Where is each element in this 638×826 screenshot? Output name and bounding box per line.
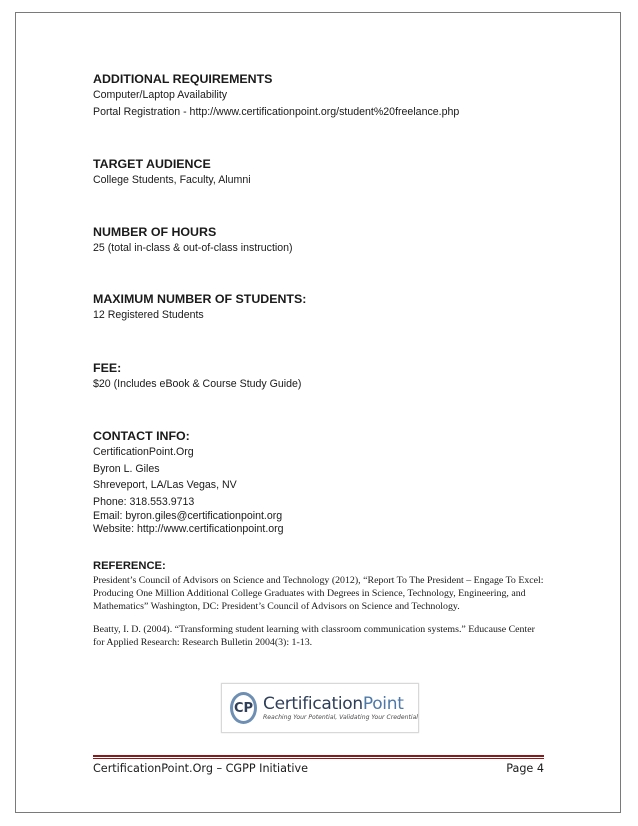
section-number-of-hours	[93, 224, 543, 257]
section-heading: ADDITIONAL REQUIREMENTS	[93, 72, 273, 86]
section-line: Shreveport, LA/Las Vegas, NV	[93, 479, 237, 491]
section-contact-info	[93, 428, 543, 536]
section-line: Website: http://www.certificationpoint.org	[93, 523, 284, 535]
reference-entry: Beatty, I. D. (2004). “Transforming student learning with classroom communication systems.” Educause Center for Applied Research: Research Bulletin 2004(3): 1-13.	[93, 624, 535, 648]
section-line: 12 Registered Students	[93, 309, 204, 321]
logo-wordmark	[263, 695, 418, 714]
section-line: College Students, Faculty, Alumni	[93, 174, 251, 186]
logo-word-certification: Certification	[263, 694, 363, 714]
section-line: CertificationPoint.Org	[93, 446, 194, 458]
section-line: Phone: 318.553.9713	[93, 495, 195, 508]
section-heading: NUMBER OF HOURS	[93, 224, 217, 239]
page-content	[93, 71, 543, 649]
section-heading: CONTACT INFO:	[93, 429, 190, 443]
section-additional-requirements	[93, 71, 543, 120]
section-line: Portal Registration - http://www.certificationpoint.org/student%20freelance.php	[93, 105, 460, 118]
footer-divider	[93, 755, 544, 757]
footer-title: CertificationPoint.Org – CGPP Initiative	[93, 762, 308, 775]
certificationpoint-logo	[221, 683, 419, 733]
page-number: Page 4	[506, 762, 544, 775]
logo-word-point: Point	[362, 694, 404, 714]
section-line: 25 (total in-class & out-of-class instruction)	[93, 241, 293, 254]
logo-text	[263, 695, 418, 721]
section-line: Email: byron.giles@certificationpoint.org	[93, 510, 283, 522]
section-reference	[93, 559, 543, 649]
section-fee	[93, 360, 543, 393]
section-target-audience	[93, 156, 543, 189]
section-heading: REFERENCE:	[93, 560, 166, 572]
section-line: $20 (Includes eBook & Course Study Guide)	[93, 377, 302, 390]
footer-divider-thin	[93, 758, 544, 759]
section-max-students	[93, 291, 543, 324]
section-heading: MAXIMUM NUMBER OF STUDENTS:	[93, 292, 307, 306]
section-heading: FEE:	[93, 360, 122, 375]
section-heading: TARGET AUDIENCE	[93, 157, 211, 171]
logo-tagline: Reaching Your Potential, Validating Your Credential	[263, 714, 418, 721]
section-line: Computer/Laptop Availability	[93, 89, 228, 101]
cp-logo-icon: CP	[230, 692, 257, 724]
reference-entry: President’s Council of Advisors on Science and Technology (2012), “Report To The President – Engage To Excel: Producing One Million Additional College Graduates with Degrees in Science, Technology, Engineering, and Mathematics” Washington, DC: President’s Council of Advisors on Science and Technology.	[93, 575, 544, 612]
section-line: Byron L. Giles	[93, 462, 160, 475]
